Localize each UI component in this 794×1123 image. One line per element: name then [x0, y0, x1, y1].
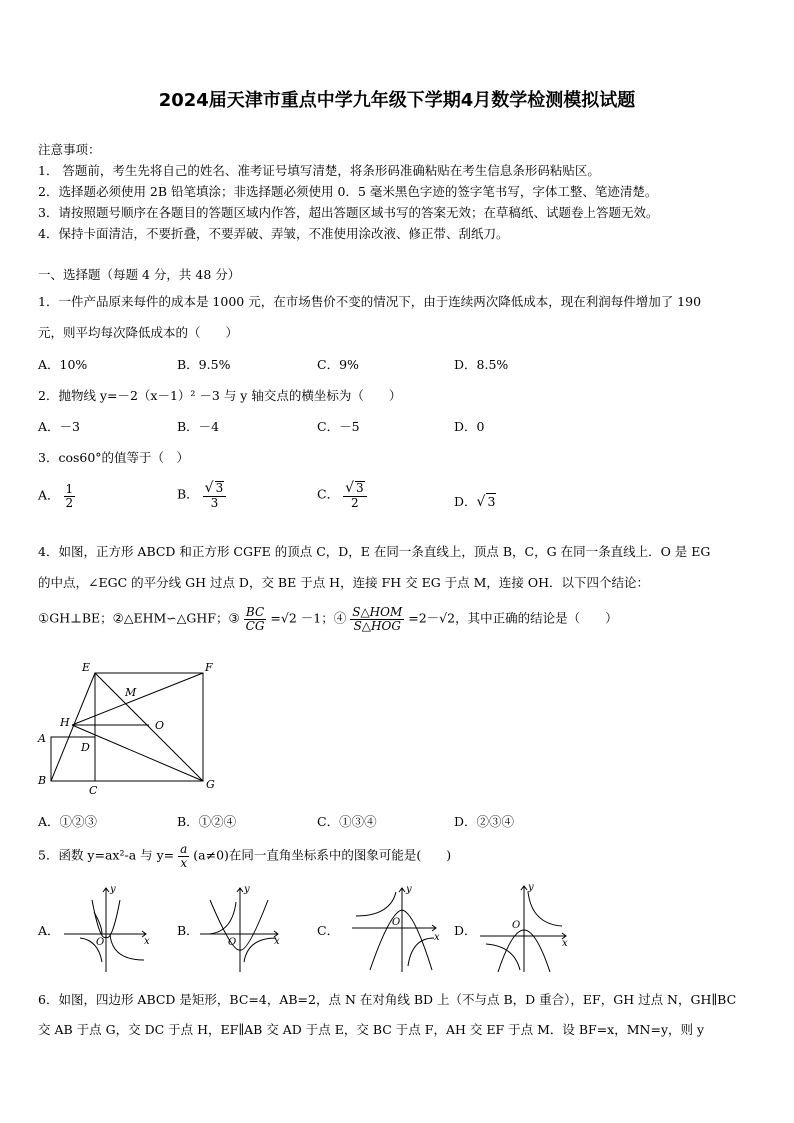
label-A: A — [38, 732, 46, 745]
q4-c3-rest: =√2 －1；④ — [270, 610, 347, 626]
q2-option-b: B．－4 — [177, 419, 220, 434]
q3-label-b: B． — [177, 486, 199, 502]
label-O: O — [155, 719, 165, 732]
q1-line1: 1．一件产品原来每件的成本是 1000 元，在市场售价不变的情况下，由于连续两次降低成本，现在利润每件增加了 190 — [38, 294, 702, 309]
axis-x: x — [434, 932, 440, 943]
q1-option-a: A．10% — [38, 357, 88, 372]
q5-graph-b — [198, 882, 290, 974]
q5-frac-num: a — [180, 842, 188, 856]
q1-option-c: C．9% — [317, 357, 359, 372]
q5-label-b: B． — [177, 923, 199, 938]
q3-label-c: C． — [317, 486, 340, 502]
q4-geometry-figure — [34, 660, 224, 800]
axis-x: x — [274, 936, 280, 947]
q3-label-d: D． — [454, 494, 477, 509]
label-F: F — [205, 661, 213, 674]
label-E: E — [82, 661, 91, 674]
axis-y: y — [528, 882, 534, 893]
q4-option-c: C．①③④ — [317, 814, 377, 829]
label-H: H — [60, 716, 70, 729]
q4-line2: 的中点，∠EGC 的平分线 GH 过点 D，交 BE 于点 H，连接 FH 交 EG 于点 M，连接 OH．以下四个结论： — [38, 575, 650, 590]
q3-label-a: A． — [38, 487, 60, 503]
origin: O — [512, 920, 521, 931]
q2-option-a: A．－3 — [38, 419, 80, 434]
q4-c4-num: S△HOM — [352, 605, 403, 619]
label-B: B — [38, 774, 47, 787]
q3-c-den: 2 — [351, 495, 359, 510]
q5-frac — [178, 843, 189, 869]
notice-heading: 注意事项： — [38, 142, 101, 157]
q5-label-d: D． — [454, 923, 477, 938]
q5-frac-den: x — [180, 855, 188, 870]
label-D: D — [81, 741, 90, 754]
q4-line1: 4．如图，正方形 ABCD 和正方形 CGFE 的顶点 C，D，E 在同一条直线上，顶点 B，C，G 在同一条直线上．O 是 EG — [38, 544, 711, 559]
notice-item-2: 2．选择题必须使用 2B 铅笔填涂；非选择题必须使用 0．5 毫米黑色字迹的签字笔书写，字体工整、笔迹清楚。 — [38, 184, 658, 199]
q4-option-b: B．①②④ — [177, 814, 237, 829]
q5-label-a: A． — [38, 923, 60, 938]
q3-b-num: 3 — [215, 481, 224, 495]
q4-frac-c3 — [244, 606, 267, 632]
q4-conclusions — [38, 606, 618, 632]
q4-c1: ①GH⊥BE；②△EHM∽△GHF；③ — [38, 610, 240, 626]
q1-option-d: D．8.5% — [454, 357, 509, 372]
q3-b-den: 3 — [210, 495, 219, 510]
origin: O — [392, 917, 401, 928]
q5-stem-b: (a≠0)在同一直角坐标系中的图象可能是( ) — [193, 847, 452, 863]
q5-graph-c — [350, 882, 442, 974]
q3-c-num: 3 — [355, 481, 364, 495]
q4-option-a: A．①②③ — [38, 814, 98, 829]
q3-option-c — [317, 481, 367, 509]
axis-y: y — [244, 884, 250, 895]
axis-x: x — [562, 938, 568, 949]
q2-option-c: C．－5 — [317, 419, 360, 434]
q5-graph-d — [478, 880, 572, 974]
root-glyph: √ — [204, 480, 214, 496]
label-G: G — [206, 778, 215, 791]
q5-graph-a — [62, 882, 154, 974]
page-title: 2024届天津市重点中学九年级下学期4月数学检测模拟试题 — [158, 90, 636, 111]
q4-option-d: D．②③④ — [454, 814, 515, 829]
q3-stem: 3．cos60°的值等于（ ） — [38, 450, 190, 465]
q3-frac-a — [64, 483, 76, 509]
root-glyph: √ — [345, 480, 354, 496]
q4-c4-rest: =2－√2，其中正确的结论是（ ） — [408, 610, 618, 626]
q3-d-rad: 3 — [487, 494, 496, 509]
label-M: M — [125, 686, 137, 699]
origin: O — [228, 937, 237, 948]
q6-line1: 6．如图，四边形 ABCD 是矩形，BC=4，AB=2，点 N 在对角线 BD 上（不与点 B，D 重合），EF，GH 过点 N，GH∥BC — [38, 992, 737, 1007]
q5-label-c: C． — [317, 923, 340, 938]
q1-option-b: B．9.5% — [177, 357, 231, 372]
q4-c3-den: CG — [245, 618, 265, 633]
q6-line2: 交 AB 于点 G，交 DC 于点 H，EF∥AB 交 AD 于点 E，交 BC 于点 F，AH 交 EF 于点 M．设 BF=x，MN=y，则 y — [38, 1022, 705, 1037]
q5-stem — [38, 843, 451, 869]
q2-stem: 2．抛物线 y=－2（x－1）² －3 与 y 轴交点的横坐标为（ ） — [38, 388, 402, 403]
q2-option-d: D．0 — [454, 419, 485, 434]
notice-item-4: 4．保持卡面清洁，不要折叠，不要弄破、弄皱，不准使用涂改液、修正带、刮纸刀。 — [38, 226, 509, 241]
q3-a-den: 2 — [65, 495, 74, 510]
origin: O — [96, 937, 105, 948]
label-C: C — [89, 784, 98, 797]
axis-y: y — [406, 884, 412, 895]
q3-option-d — [454, 492, 496, 510]
q3-frac-b — [203, 481, 227, 509]
section-heading: 一、选择题（每题 4 分，共 48 分） — [38, 267, 241, 282]
q3-option-b — [177, 481, 226, 509]
q4-frac-c4 — [350, 606, 404, 632]
root-glyph: √ — [476, 494, 486, 510]
q5-stem-a: 5．函数 y=ax²-a 与 y= — [38, 847, 175, 863]
q1-line2: 元，则平均每次降低成本的（ ） — [38, 325, 239, 340]
q3-frac-c — [343, 481, 367, 509]
axis-y: y — [110, 884, 116, 895]
q4-c3-num: BC — [244, 606, 267, 620]
q3-option-a — [38, 483, 75, 509]
notice-item-3: 3．请按照题号顺序在各题目的答题区域内作答，超出答题区域书写的答案无效；在草稿纸、试题卷上答题无效。 — [38, 205, 659, 220]
notice-item-1: 1． 答题前，考生先将自己的姓名、准考证号填写清楚，将条形码准确粘贴在考生信息条形码粘贴区。 — [38, 163, 600, 178]
q4-c4-den: S△HOG — [353, 618, 401, 633]
axis-x: x — [144, 936, 150, 947]
q3-a-num: 1 — [65, 482, 74, 496]
